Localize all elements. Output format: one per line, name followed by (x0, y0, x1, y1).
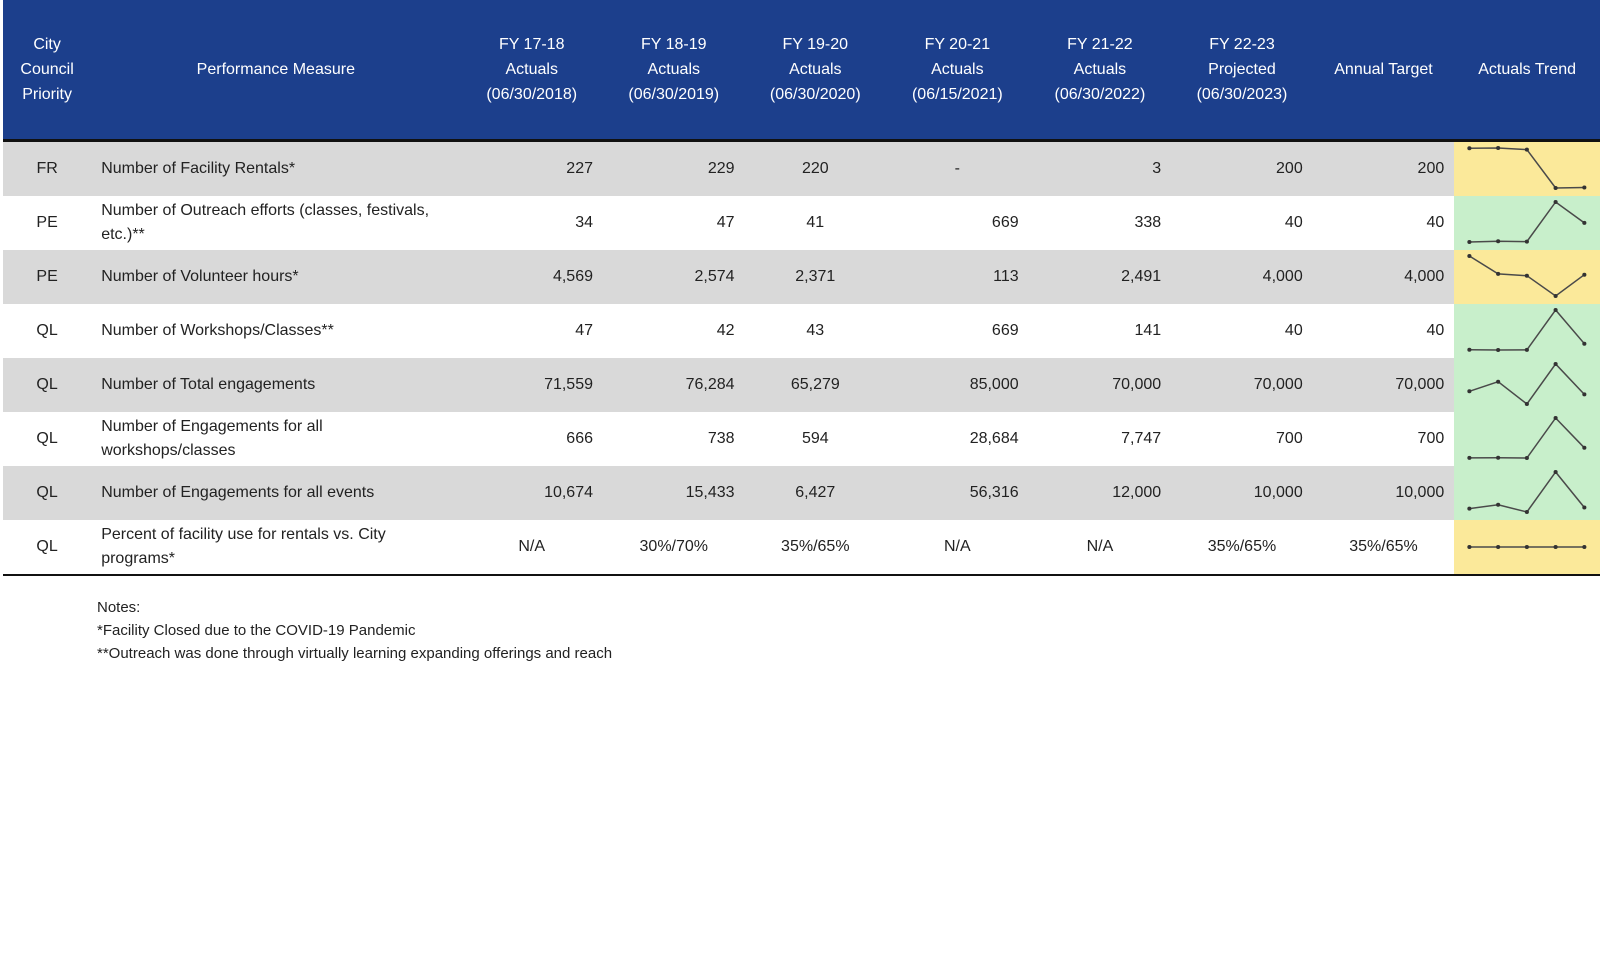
fy1718-cell: 4,569 (460, 250, 603, 304)
sparkline-line (1470, 148, 1585, 188)
measure-cell: Number of Engagements for all workshops/classes (101, 418, 323, 459)
header-fy2122: FY 21-22 Actuals (06/30/2022) (1029, 0, 1172, 141)
sparkline-line (1470, 202, 1585, 242)
fy2021-cell: 669 (991, 214, 1019, 231)
priority-cell: QL (3, 520, 91, 575)
sparkline-point (1554, 470, 1558, 474)
priority-cell: QL (3, 466, 91, 520)
sparkline-point (1468, 507, 1472, 511)
fy2122-cell: N/A (1029, 520, 1172, 575)
sparkline-chart (1454, 466, 1600, 520)
fy1819-cell: 229 (603, 141, 745, 197)
sparkline-point (1583, 392, 1587, 396)
header-fy1819: FY 18-19 Actuals (06/30/2019) (603, 0, 745, 141)
trend-sparkline (1454, 358, 1600, 412)
sparkline-point (1554, 362, 1558, 366)
priority-cell: FR (3, 141, 91, 197)
trend-sparkline (1454, 466, 1600, 520)
fy2122-cell: 70,000 (1029, 358, 1172, 412)
sparkline-point (1525, 240, 1529, 244)
table-row (3, 250, 1600, 304)
sparkline-point (1583, 506, 1587, 510)
sparkline-line (1470, 310, 1585, 350)
sparkline-line (1470, 472, 1585, 512)
fy2021-cell: N/A (886, 520, 1029, 575)
sparkline-point (1583, 446, 1587, 450)
sparkline-point (1525, 545, 1529, 549)
table-row (3, 358, 1600, 412)
fy1920-cell: 41 (806, 214, 825, 231)
sparkline-point (1554, 200, 1558, 204)
fy1920-cell: 6,427 (745, 466, 887, 520)
table-row (3, 304, 1600, 358)
fy1718-cell: 71,559 (460, 358, 603, 412)
sparkline-point (1525, 148, 1529, 152)
fy1920-cell: 35%/65% (745, 520, 887, 575)
fy2223-cell: 200 (1171, 141, 1313, 197)
target-cell: 35%/65% (1313, 520, 1455, 575)
performance-table (3, 0, 1600, 576)
fy1920-cell: 65,279 (745, 358, 887, 412)
sparkline-point (1496, 239, 1500, 243)
target-cell: 40 (1426, 322, 1445, 339)
sparkline-point (1525, 274, 1529, 278)
header-fy1718: FY 17-18 Actuals (06/30/2018) (460, 0, 603, 141)
sparkline-point (1583, 273, 1587, 277)
sparkline-chart (1454, 304, 1600, 358)
sparkline-point (1496, 348, 1500, 352)
fy1718-cell: 10,674 (460, 466, 603, 520)
fy1718-cell: N/A (460, 520, 603, 575)
header-measure: Performance Measure (91, 0, 460, 141)
sparkline-chart (1454, 142, 1600, 196)
fy1819-cell: 30%/70% (603, 520, 745, 575)
fy1819-cell: 76,284 (603, 358, 745, 412)
sparkline-point (1525, 456, 1529, 460)
fy1718-cell: 34 (575, 214, 593, 231)
fy2223-cell: 4,000 (1171, 250, 1313, 304)
trend-sparkline (1454, 250, 1600, 304)
fy2021-cell: 85,000 (886, 358, 1029, 412)
fy2223-cell: 40 (1284, 322, 1303, 339)
measure-cell: Number of Volunteer hours* (91, 250, 460, 304)
fy2223-cell: 10,000 (1171, 466, 1313, 520)
target-cell: 4,000 (1313, 250, 1455, 304)
table-row (3, 412, 1600, 466)
header-fy2021: FY 20-21 Actuals (06/15/2021) (886, 0, 1029, 141)
sparkline-point (1496, 146, 1500, 150)
priority-cell: QL (36, 322, 58, 339)
header-row (3, 0, 1600, 141)
sparkline-point (1468, 545, 1472, 549)
fy1819-cell: 47 (716, 214, 735, 231)
header-annual-target: Annual Target (1313, 0, 1455, 141)
fy1718-cell: 227 (460, 141, 603, 197)
target-cell: 40 (1426, 214, 1445, 231)
sparkline-point (1554, 308, 1558, 312)
sparkline-chart (1454, 250, 1600, 304)
target-cell: 70,000 (1313, 358, 1455, 412)
measure-cell: Number of Outreach efforts (classes, festivals, etc.)** (101, 202, 430, 243)
sparkline-point (1468, 254, 1472, 258)
sparkline-point (1496, 456, 1500, 460)
table-row (3, 520, 1600, 575)
priority-cell: QL (3, 358, 91, 412)
fy1920-cell: 220 (745, 141, 887, 197)
fy2122-cell: 338 (1134, 214, 1162, 231)
fy2021-cell: 669 (991, 322, 1019, 339)
header-fy1920: FY 19-20 Actuals (06/30/2020) (745, 0, 887, 141)
sparkline-point (1496, 545, 1500, 549)
sparkline-chart (1454, 520, 1600, 574)
fy2122-cell: 3 (1029, 141, 1172, 197)
measure-cell: Number of Engagements for all events (91, 466, 460, 520)
fy1718-cell: 47 (575, 322, 593, 339)
sparkline-point (1583, 221, 1587, 225)
sparkline-point (1554, 545, 1558, 549)
measure-cell: Number of Facility Rentals* (91, 141, 460, 197)
trend-sparkline (1454, 412, 1600, 466)
table-row (3, 141, 1600, 197)
fy2122-cell: 2,491 (1029, 250, 1172, 304)
fy2223-cell: 70,000 (1171, 358, 1313, 412)
fy1920-cell: 2,371 (745, 250, 887, 304)
sparkline-point (1468, 240, 1472, 244)
header-fy2223: FY 22-23 Projected (06/30/2023) (1171, 0, 1313, 141)
trend-sparkline (1454, 196, 1600, 250)
measure-cell: Number of Workshops/Classes** (101, 322, 334, 339)
sparkline-point (1468, 456, 1472, 460)
measure-cell: Percent of facility use for rentals vs. City programs* (91, 520, 460, 575)
priority-cell: QL (36, 430, 58, 447)
note-covid: *Facility Closed due to the COVID-19 Pandemic (97, 622, 416, 639)
sparkline-chart (1454, 358, 1600, 412)
fy2122-cell: 7,747 (1121, 430, 1162, 447)
sparkline-point (1525, 348, 1529, 352)
sparkline-chart (1454, 196, 1600, 250)
sparkline-point (1554, 416, 1558, 420)
table-row (3, 196, 1600, 250)
measure-cell: Number of Total engagements (91, 358, 460, 412)
fy1920-cell: 43 (806, 322, 825, 339)
sparkline-point (1496, 503, 1500, 507)
fy2223-cell: 700 (1276, 430, 1303, 447)
priority-cell: PE (36, 214, 58, 231)
sparkline-point (1496, 380, 1500, 384)
sparkline-chart (1454, 412, 1600, 466)
trend-sparkline (1454, 141, 1600, 197)
sparkline-point (1583, 186, 1587, 190)
sparkline-point (1554, 294, 1558, 298)
target-cell: 700 (1417, 430, 1445, 447)
priority-cell: PE (3, 250, 91, 304)
fy2223-cell: 40 (1284, 214, 1303, 231)
fy2021-cell: - (886, 141, 1029, 197)
sparkline-point (1496, 272, 1500, 276)
trend-sparkline (1454, 304, 1600, 358)
fy1819-cell: 42 (716, 322, 735, 339)
header-priority: City Council Priority (3, 0, 91, 141)
fy2021-cell: 56,316 (886, 466, 1029, 520)
sparkline-point (1525, 402, 1529, 406)
sparkline-point (1468, 389, 1472, 393)
fy1819-cell: 2,574 (603, 250, 745, 304)
trend-sparkline (1454, 520, 1600, 575)
sparkline-point (1468, 348, 1472, 352)
table-row (3, 466, 1600, 520)
fy2021-cell: 28,684 (969, 430, 1019, 447)
header-actuals-trend: Actuals Trend (1454, 0, 1600, 141)
fy2021-cell: 113 (886, 250, 1029, 304)
fy1718-cell: 666 (566, 430, 593, 447)
fy2122-cell: 141 (1134, 322, 1162, 339)
sparkline-line (1470, 364, 1585, 404)
notes (97, 596, 612, 665)
fy2223-cell: 35%/65% (1171, 520, 1313, 575)
sparkline-point (1468, 146, 1472, 150)
notes-title: Notes: (97, 599, 141, 616)
sparkline-point (1583, 545, 1587, 549)
target-cell: 200 (1313, 141, 1455, 197)
note-outreach: **Outreach was done through virtually learning expanding offerings and reach (97, 645, 613, 662)
sparkline-point (1525, 510, 1529, 514)
fy1819-cell: 15,433 (603, 466, 745, 520)
sparkline-line (1470, 418, 1585, 458)
fy2122-cell: 12,000 (1029, 466, 1172, 520)
sparkline-point (1583, 342, 1587, 346)
fy1920-cell: 594 (801, 430, 829, 447)
sparkline-point (1554, 186, 1558, 190)
fy1819-cell: 738 (707, 430, 735, 447)
target-cell: 10,000 (1313, 466, 1455, 520)
